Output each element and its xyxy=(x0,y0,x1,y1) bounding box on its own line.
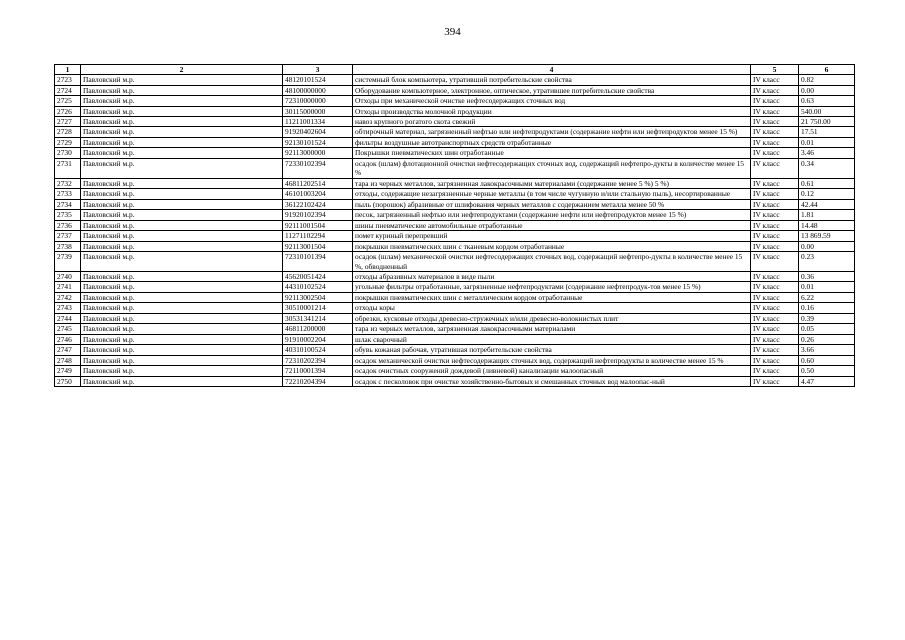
amount-cell: 0.23 xyxy=(799,252,855,272)
table-row xyxy=(55,189,855,199)
amount-cell: 21 750.00 xyxy=(799,116,855,126)
hazard-class-cell: IV класс xyxy=(751,303,799,313)
waste-code-cell: 91920402604 xyxy=(283,127,353,137)
row-number-cell: 2736 xyxy=(55,220,81,230)
hazard-class-cell: IV класс xyxy=(751,252,799,272)
row-number-cell: 2743 xyxy=(55,303,81,313)
row-number-cell: 2745 xyxy=(55,324,81,334)
row-number-cell: 2723 xyxy=(55,75,81,85)
waste-code-cell: 92113000000 xyxy=(283,148,353,158)
table-row xyxy=(55,75,855,85)
amount-cell: 0.39 xyxy=(799,313,855,323)
column-header: 1 xyxy=(55,65,81,75)
waste-name-cell: шины пневматические автомобильные отработанные xyxy=(353,220,751,230)
row-number-cell: 2725 xyxy=(55,96,81,106)
row-number-cell: 2733 xyxy=(55,189,81,199)
region-cell: Павловский м.р. xyxy=(81,127,283,137)
region-cell: Павловский м.р. xyxy=(81,292,283,302)
region-cell: Павловский м.р. xyxy=(81,324,283,334)
waste-code-cell: 30510001214 xyxy=(283,303,353,313)
table-row xyxy=(55,355,855,365)
waste-code-cell: 72210204394 xyxy=(283,376,353,386)
region-cell: Павловский м.р. xyxy=(81,199,283,209)
table-row xyxy=(55,127,855,137)
region-cell: Павловский м.р. xyxy=(81,220,283,230)
hazard-class-cell: IV класс xyxy=(751,231,799,241)
table-row xyxy=(55,241,855,251)
amount-cell: 4.47 xyxy=(799,376,855,386)
waste-code-cell: 48100000000 xyxy=(283,85,353,95)
hazard-class-cell: IV класс xyxy=(751,313,799,323)
hazard-class-cell: IV класс xyxy=(751,148,799,158)
table-row xyxy=(55,366,855,376)
amount-cell: 13 869.59 xyxy=(799,231,855,241)
waste-name-cell: обтирочный материал, загрязненный нефтью или нефтепродуктами (содержание нефти или нефтепродуктов менее 15 %) xyxy=(353,127,751,137)
table-row xyxy=(55,220,855,230)
waste-code-cell: 11211001334 xyxy=(283,116,353,126)
amount-cell: 6.22 xyxy=(799,292,855,302)
table-row xyxy=(55,116,855,126)
region-cell: Павловский м.р. xyxy=(81,137,283,147)
hazard-class-cell: IV класс xyxy=(751,158,799,178)
table-row xyxy=(55,210,855,220)
waste-name-cell: пыль (порошок) абразивные от шлифования черных металлов с содержанием металла менее 50 % xyxy=(353,199,751,209)
hazard-class-cell: IV класс xyxy=(751,189,799,199)
row-number-cell: 2730 xyxy=(55,148,81,158)
region-cell: Павловский м.р. xyxy=(81,334,283,344)
hazard-class-cell: IV класс xyxy=(751,366,799,376)
table-row xyxy=(55,334,855,344)
region-cell: Павловский м.р. xyxy=(81,366,283,376)
amount-cell: 0.63 xyxy=(799,96,855,106)
waste-name-cell: Покрышки пневматических шин отработанные xyxy=(353,148,751,158)
row-number-cell: 2728 xyxy=(55,127,81,137)
amount-cell: 17.51 xyxy=(799,127,855,137)
hazard-class-cell: IV класс xyxy=(751,96,799,106)
row-number-cell: 2750 xyxy=(55,376,81,386)
table-body xyxy=(55,75,855,387)
region-cell: Павловский м.р. xyxy=(81,148,283,158)
hazard-class-cell: IV класс xyxy=(751,334,799,344)
hazard-class-cell: IV класс xyxy=(751,282,799,292)
region-cell: Павловский м.р. xyxy=(81,178,283,188)
hazard-class-cell: IV класс xyxy=(751,75,799,85)
waste-name-cell: покрышки пневматических шин с металлическим кордом отработанные xyxy=(353,292,751,302)
waste-code-cell: 48120101524 xyxy=(283,75,353,85)
page-number: 394 xyxy=(444,26,461,38)
waste-code-cell: 30531341214 xyxy=(283,313,353,323)
table-row xyxy=(55,158,855,178)
amount-cell: 0.60 xyxy=(799,355,855,365)
waste-name-cell: угольные фильтры отработанные, загрязненные нефтепродуктами (содержание нефтепродук-тов менее 15 %) xyxy=(353,282,751,292)
region-cell: Павловский м.р. xyxy=(81,355,283,365)
waste-code-cell: 72310101394 xyxy=(283,252,353,272)
region-cell: Павловский м.р. xyxy=(81,303,283,313)
waste-code-cell: 92130101524 xyxy=(283,137,353,147)
row-number-cell: 2738 xyxy=(55,241,81,251)
hazard-class-cell: IV класс xyxy=(751,272,799,282)
hazard-class-cell: IV класс xyxy=(751,106,799,116)
waste-name-cell: фильтры воздушные автотранспортных средств отработанные xyxy=(353,137,751,147)
waste-name-cell: обрезки, кусковые отходы древесно-стружечных и/или древесно-волокнистых плит xyxy=(353,313,751,323)
region-cell: Павловский м.р. xyxy=(81,345,283,355)
column-header: 4 xyxy=(353,65,751,75)
waste-code-cell: 91920102394 xyxy=(283,210,353,220)
region-cell: Павловский м.р. xyxy=(81,231,283,241)
region-cell: Павловский м.р. xyxy=(81,252,283,272)
region-cell: Павловский м.р. xyxy=(81,158,283,178)
region-cell: Павловский м.р. xyxy=(81,96,283,106)
amount-cell: 0.05 xyxy=(799,324,855,334)
waste-name-cell: отходы абразивных материалов в виде пыли xyxy=(353,272,751,282)
region-cell: Павловский м.р. xyxy=(81,116,283,126)
waste-name-cell: обувь кожаная рабочая, утратившая потребительские свойства xyxy=(353,345,751,355)
waste-name-cell: Отходы производства молочной продукции xyxy=(353,106,751,116)
hazard-class-cell: IV класс xyxy=(751,376,799,386)
amount-cell: 0.36 xyxy=(799,272,855,282)
amount-cell: 0.01 xyxy=(799,282,855,292)
waste-code-cell: 72310202394 xyxy=(283,355,353,365)
hazard-class-cell: IV класс xyxy=(751,324,799,334)
hazard-class-cell: IV класс xyxy=(751,210,799,220)
waste-name-cell: песок, загрязненный нефтью или нефтепродуктами (содержание нефти или нефтепродуктов менее 15 %) xyxy=(353,210,751,220)
waste-name-cell: помет куриный перепревший xyxy=(353,231,751,241)
row-number-cell: 2731 xyxy=(55,158,81,178)
hazard-class-cell: IV класс xyxy=(751,178,799,188)
waste-name-cell: отходы коры xyxy=(353,303,751,313)
column-header: 6 xyxy=(799,65,855,75)
hazard-class-cell: IV класс xyxy=(751,292,799,302)
waste-name-cell: навоз крупного рогатого скота свежий xyxy=(353,116,751,126)
amount-cell: 0.00 xyxy=(799,241,855,251)
waste-code-cell: 11271102294 xyxy=(283,231,353,241)
amount-cell: 0.82 xyxy=(799,75,855,85)
row-number-cell: 2744 xyxy=(55,313,81,323)
waste-name-cell: тара из черных металлов, загрязненная лакокрасочными материалами (содержание менее 5 %) 5 %) xyxy=(353,178,751,188)
waste-code-cell: 92113001504 xyxy=(283,241,353,251)
region-cell: Павловский м.р. xyxy=(81,282,283,292)
amount-cell: 0.00 xyxy=(799,85,855,95)
region-cell: Павловский м.р. xyxy=(81,272,283,282)
row-number-cell: 2747 xyxy=(55,345,81,355)
table-row xyxy=(55,313,855,323)
waste-name-cell: осадок (шлам) флотационной очистки нефтесодержащих сточных вод, содержащий нефтепро-дукты в количестве менее 15 % xyxy=(353,158,751,178)
waste-code-cell: 40310100524 xyxy=(283,345,353,355)
row-number-cell: 2727 xyxy=(55,116,81,126)
amount-cell: 1.81 xyxy=(799,210,855,220)
waste-name-cell: осадок с песколовок при очистке хозяйственно-бытовых и смешанных сточных вод малоопас-ный xyxy=(353,376,751,386)
hazard-class-cell: IV класс xyxy=(751,85,799,95)
row-number-cell: 2732 xyxy=(55,178,81,188)
waste-code-cell: 36122102424 xyxy=(283,199,353,209)
row-number-cell: 2739 xyxy=(55,252,81,272)
hazard-class-cell: IV класс xyxy=(751,137,799,147)
amount-cell: 0.12 xyxy=(799,189,855,199)
amount-cell: 0.16 xyxy=(799,303,855,313)
waste-code-cell: 30115000000 xyxy=(283,106,353,116)
waste-code-cell: 91910002204 xyxy=(283,334,353,344)
table-row xyxy=(55,148,855,158)
row-number-cell: 2740 xyxy=(55,272,81,282)
region-cell: Павловский м.р. xyxy=(81,106,283,116)
waste-code-cell: 46101003204 xyxy=(283,189,353,199)
row-number-cell: 2749 xyxy=(55,366,81,376)
waste-code-cell: 72310000000 xyxy=(283,96,353,106)
waste-code-cell: 92113002504 xyxy=(283,292,353,302)
region-cell: Павловский м.р. xyxy=(81,241,283,251)
hazard-class-cell: IV класс xyxy=(751,355,799,365)
waste-name-cell: осадок механической очистки нефтесодержащих сточных вод, содержащий нефтепродукты в количестве менее 15 % xyxy=(353,355,751,365)
hazard-class-cell: IV класс xyxy=(751,127,799,137)
region-cell: Павловский м.р. xyxy=(81,313,283,323)
hazard-class-cell: IV класс xyxy=(751,345,799,355)
amount-cell: 0.34 xyxy=(799,158,855,178)
waste-code-cell: 72110001394 xyxy=(283,366,353,376)
waste-code-cell: 72330102394 xyxy=(283,158,353,178)
waste-code-cell: 46811200000 xyxy=(283,324,353,334)
table-row xyxy=(55,324,855,334)
table-row xyxy=(55,345,855,355)
table-row xyxy=(55,85,855,95)
row-number-cell: 2734 xyxy=(55,199,81,209)
table-row xyxy=(55,96,855,106)
column-header: 5 xyxy=(751,65,799,75)
hazard-class-cell: IV класс xyxy=(751,241,799,251)
amount-cell: 3.66 xyxy=(799,345,855,355)
row-number-cell: 2726 xyxy=(55,106,81,116)
amount-cell: 0.26 xyxy=(799,334,855,344)
waste-name-cell: Отходы при механической очистке нефтесодержащих сточных вод xyxy=(353,96,751,106)
row-number-cell: 2735 xyxy=(55,210,81,220)
table-row xyxy=(55,252,855,272)
table-row xyxy=(55,282,855,292)
row-number-cell: 2729 xyxy=(55,137,81,147)
region-cell: Павловский м.р. xyxy=(81,75,283,85)
row-number-cell: 2742 xyxy=(55,292,81,302)
waste-name-cell: Оборудование компьютерное, электронное, оптическое, утратившее потребительские свойства xyxy=(353,85,751,95)
column-header: 3 xyxy=(283,65,353,75)
waste-code-cell: 45620051424 xyxy=(283,272,353,282)
waste-name-cell: отходы, содержащие незагрязненные черные металлы (в том числе чугунную и/или стальную пыль), несортированные xyxy=(353,189,751,199)
waste-code-cell: 44310102524 xyxy=(283,282,353,292)
region-cell: Павловский м.р. xyxy=(81,85,283,95)
waste-name-cell: осадок (шлам) механической очистки нефтесодержащих сточных вод, содержащий нефтепро-дукты в количестве менее 15 %, обводненный xyxy=(353,252,751,272)
waste-name-cell: тара из черных металлов, загрязненная лакокрасочными материалами xyxy=(353,324,751,334)
column-header: 2 xyxy=(81,65,283,75)
table-row xyxy=(55,376,855,386)
region-cell: Павловский м.р. xyxy=(81,189,283,199)
row-number-cell: 2746 xyxy=(55,334,81,344)
hazard-class-cell: IV класс xyxy=(751,199,799,209)
amount-cell: 14.48 xyxy=(799,220,855,230)
amount-cell: 0.61 xyxy=(799,178,855,188)
table-row xyxy=(55,292,855,302)
row-number-cell: 2724 xyxy=(55,85,81,95)
row-number-cell: 2741 xyxy=(55,282,81,292)
table-row xyxy=(55,106,855,116)
table-row xyxy=(55,199,855,209)
waste-code-cell: 92111001504 xyxy=(283,220,353,230)
waste-name-cell: системный блок компьютера, утративший потребительские свойства xyxy=(353,75,751,85)
header-row xyxy=(55,65,855,75)
region-cell: Павловский м.р. xyxy=(81,210,283,220)
waste-name-cell: покрышки пневматических шин с тканевым кордом отработанные xyxy=(353,241,751,251)
hazard-class-cell: IV класс xyxy=(751,220,799,230)
table-row xyxy=(55,303,855,313)
table-row xyxy=(55,231,855,241)
table-row xyxy=(55,178,855,188)
hazard-class-cell: IV класс xyxy=(751,116,799,126)
table-row xyxy=(55,137,855,147)
table-row xyxy=(55,272,855,282)
waste-name-cell: осадок очистных сооружений дождевой (ливневой) канализации малоопасный xyxy=(353,366,751,376)
waste-registry-table xyxy=(54,64,855,387)
amount-cell: 540.00 xyxy=(799,106,855,116)
region-cell: Павловский м.р. xyxy=(81,376,283,386)
amount-cell: 42.44 xyxy=(799,199,855,209)
row-number-cell: 2748 xyxy=(55,355,81,365)
row-number-cell: 2737 xyxy=(55,231,81,241)
amount-cell: 0.01 xyxy=(799,137,855,147)
amount-cell: 3.46 xyxy=(799,148,855,158)
waste-code-cell: 46811202514 xyxy=(283,178,353,188)
waste-name-cell: шлак сварочный xyxy=(353,334,751,344)
amount-cell: 0.50 xyxy=(799,366,855,376)
